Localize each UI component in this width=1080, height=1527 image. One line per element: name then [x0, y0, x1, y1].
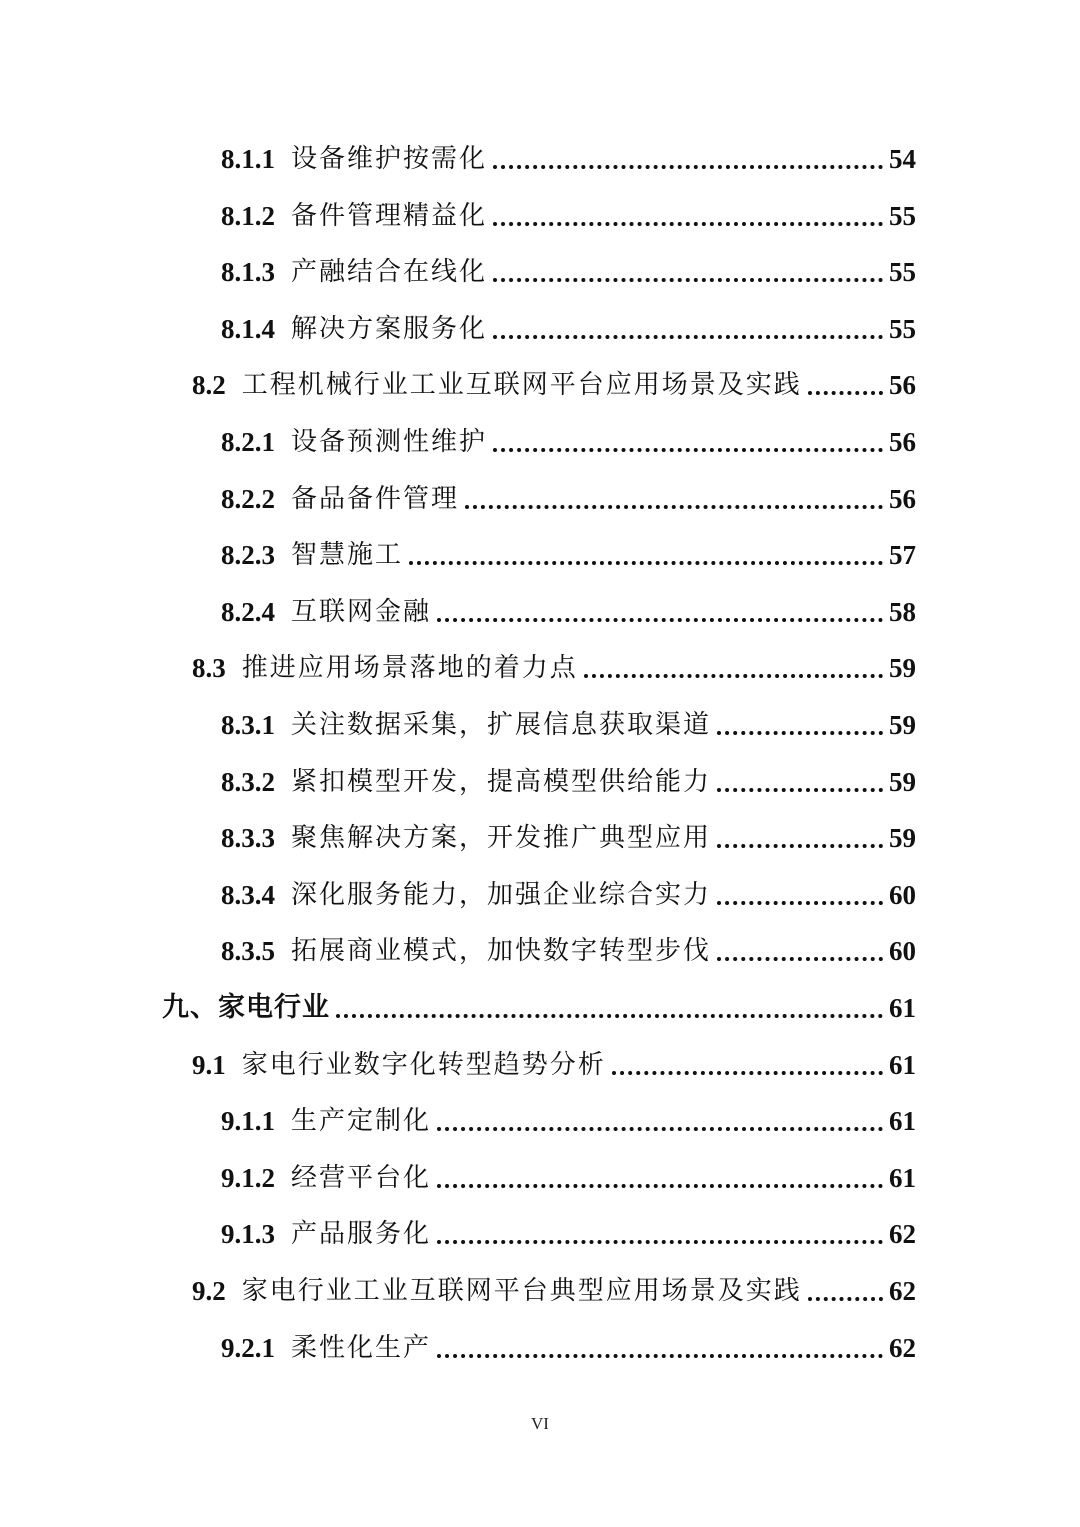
toc-entry-title: 推进应用场景落地的着力点 [241, 653, 578, 683]
toc-entry[interactable] [221, 527, 916, 583]
toc-entry-title: 拓展商业模式，加快数字转型步伐 [291, 936, 712, 966]
toc-entry-title: 紧扣模型开发，提高模型供给能力 [291, 767, 712, 797]
toc-dot-leader [409, 561, 883, 565]
toc-entry-title: 解决方案服务化 [291, 314, 488, 344]
toc-entry-number: 9.1.1 [221, 1106, 275, 1136]
toc-dot-leader [336, 1014, 883, 1018]
toc-entry-title: 生产定制化 [291, 1106, 432, 1136]
toc-dot-leader [437, 1240, 883, 1244]
toc-dot-leader [612, 1071, 883, 1075]
toc-dot-leader [437, 618, 883, 622]
toc-dot-leader [584, 674, 883, 678]
toc-entry-title: 备件管理精益化 [291, 201, 488, 231]
toc-entry-page-number: 56 [889, 427, 916, 457]
toc-entry[interactable] [221, 301, 916, 357]
toc-entry[interactable] [192, 640, 916, 696]
toc-dot-leader [808, 1297, 883, 1301]
toc-entry[interactable] [221, 131, 916, 187]
toc-entry-number: 8.2.2 [221, 484, 275, 514]
toc-entry[interactable] [221, 1320, 916, 1376]
toc-dot-leader [717, 731, 883, 735]
toc-entry-number: 9.1.2 [221, 1163, 275, 1193]
toc-entry[interactable] [221, 867, 916, 923]
toc-entry[interactable] [221, 244, 916, 300]
toc-entry-title: 家电行业数字化转型趋势分析 [241, 1050, 606, 1080]
toc-entry-number: 8.1.3 [221, 257, 275, 287]
toc-entry-title: 互联网金融 [291, 597, 432, 627]
toc-entry-number: 8.3.1 [221, 710, 275, 740]
toc-dot-leader [493, 278, 883, 282]
toc-entry-title: 柔性化生产 [291, 1333, 432, 1363]
toc-entry-title: 深化服务能力，加强企业综合实力 [291, 880, 712, 910]
toc-entry-page-number: 55 [889, 201, 916, 231]
toc-entry-title: 备品备件管理 [291, 484, 460, 514]
toc-entry[interactable] [221, 471, 916, 527]
toc-entry[interactable] [221, 697, 916, 753]
toc-entry-page-number: 62 [889, 1219, 916, 1249]
toc-entry-number: 8.2 [192, 370, 226, 400]
toc-dot-leader [437, 1127, 883, 1131]
toc-entry-page-number: 56 [889, 484, 916, 514]
toc-entry-number: 8.1.4 [221, 314, 275, 344]
toc-entry-number: 8.3 [192, 653, 226, 683]
toc-entry-page-number: 56 [889, 370, 916, 400]
toc-entry[interactable] [221, 584, 916, 640]
toc-entry-page-number: 60 [889, 880, 916, 910]
toc-entry-page-number: 54 [889, 144, 916, 174]
toc-entry-page-number: 62 [889, 1276, 916, 1306]
toc-entry-number: 8.3.4 [221, 880, 275, 910]
toc-entry-title: 家电行业工业互联网平台典型应用场景及实践 [241, 1276, 802, 1306]
toc-entry-page-number: 62 [889, 1333, 916, 1363]
toc-entry-title: 工程机械行业工业互联网平台应用场景及实践 [241, 370, 802, 400]
page-footer-number: VI [531, 1414, 549, 1433]
toc-entry-page-number: 60 [889, 936, 916, 966]
toc-entry-page-number: 59 [889, 653, 916, 683]
toc-entry-page-number: 61 [889, 1050, 916, 1080]
toc-entry-number: 8.1.1 [221, 144, 275, 174]
toc-dot-leader [717, 957, 883, 961]
toc-entry-title: 产融结合在线化 [291, 257, 488, 287]
toc-entry[interactable] [221, 923, 916, 979]
toc-entry-title: 聚焦解决方案，开发推广典型应用 [291, 823, 712, 853]
toc-entry-page-number: 59 [889, 823, 916, 853]
toc-entry-number: 8.3.5 [221, 936, 275, 966]
toc-dot-leader [808, 391, 883, 395]
toc-entry-number: 8.2.4 [221, 597, 275, 627]
toc-entry[interactable] [162, 980, 916, 1036]
toc-entry[interactable] [192, 357, 916, 413]
toc-entry-number: 9.1.3 [221, 1219, 275, 1249]
toc-entry[interactable] [221, 1093, 916, 1149]
toc-entry-page-number: 61 [889, 993, 916, 1023]
toc-entry-page-number: 59 [889, 767, 916, 797]
toc-entry-title: 设备维护按需化 [291, 144, 488, 174]
toc-dot-leader [437, 1184, 883, 1188]
toc-entry[interactable] [221, 754, 916, 810]
toc-entry-number: 9.1 [192, 1050, 226, 1080]
toc-entry-page-number: 55 [889, 257, 916, 287]
toc-entry-page-number: 57 [889, 540, 916, 570]
toc-dot-leader [717, 788, 883, 792]
toc-dot-leader [717, 901, 883, 905]
toc-entry-page-number: 61 [889, 1163, 916, 1193]
toc-entry-number: 9.2 [192, 1276, 226, 1306]
toc-entry-title: 九、家电行业 [162, 992, 330, 1023]
toc-entry-title: 智慧施工 [291, 540, 404, 570]
toc-entry-title: 经营平台化 [291, 1163, 432, 1193]
toc-dot-leader [493, 165, 883, 169]
toc-entry-number: 8.2.3 [221, 540, 275, 570]
toc-entry[interactable] [192, 1037, 916, 1093]
toc-entry[interactable] [221, 1206, 916, 1262]
toc-entry-page-number: 61 [889, 1106, 916, 1136]
toc-dot-leader [493, 448, 883, 452]
toc-entry-number: 8.1.2 [221, 201, 275, 231]
toc-entry[interactable] [221, 414, 916, 470]
toc-dot-leader [717, 844, 883, 848]
toc-entry-title: 产品服务化 [291, 1219, 432, 1249]
toc-dot-leader [465, 505, 883, 509]
toc-entry-title: 设备预测性维护 [291, 427, 488, 457]
toc-entry[interactable] [221, 188, 916, 244]
toc-entry-page-number: 55 [889, 314, 916, 344]
toc-dot-leader [437, 1354, 883, 1358]
toc-entry[interactable] [192, 1263, 916, 1319]
toc-entry-number: 9.2.1 [221, 1333, 275, 1363]
toc-entry-number: 8.3.3 [221, 823, 275, 853]
toc-dot-leader [493, 222, 883, 226]
toc-entry-page-number: 59 [889, 710, 916, 740]
toc-entry-number: 8.2.1 [221, 427, 275, 457]
toc-entry-number: 8.3.2 [221, 767, 275, 797]
toc-entry[interactable] [221, 1150, 916, 1206]
toc-entry-page-number: 58 [889, 597, 916, 627]
toc-entry-title: 关注数据采集，扩展信息获取渠道 [291, 710, 712, 740]
toc-entry[interactable] [221, 810, 916, 866]
toc-dot-leader [493, 335, 883, 339]
